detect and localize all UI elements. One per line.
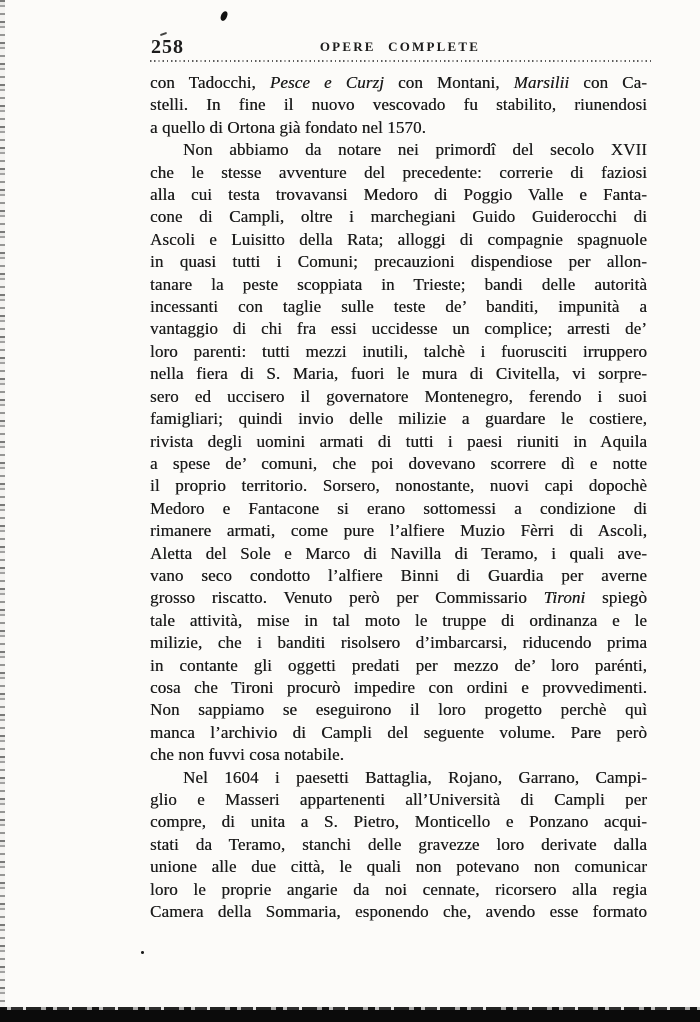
text-line (150, 587, 647, 609)
text-segment: in contante gli oggetti predati per mezzo de’ loro parénti, (150, 655, 647, 675)
text-line (150, 206, 647, 228)
text-line (150, 543, 647, 565)
text-segment: che le stesse avventure del precedente: correrie di faziosi (150, 162, 647, 182)
text-line (150, 139, 647, 161)
italic-text: Pesce e Curzj (269, 73, 384, 92)
text-line (150, 408, 647, 430)
text-segment: compre, di unita a S. Pietro, Monticello e Ponzano acqui- (150, 812, 647, 832)
italic-text: Tironi (543, 588, 586, 608)
text-segment: nella fiera di S. Maria, fuori le mura di Civitella, vi sorpre- (150, 364, 647, 384)
text-segment: unione alle due città, le quali non potevano non comunicar (150, 857, 647, 877)
text-segment: il proprio territorio. Sorsero, nonostante, nuovi capi dopochè (150, 476, 647, 496)
paragraph (150, 72, 647, 139)
text-line (150, 565, 647, 587)
scan-edge-bottom (0, 1010, 700, 1022)
text-segment: sero ed uccisero il governatore Montenegro, ferendo i suoi (150, 386, 647, 406)
text-line (150, 431, 647, 453)
text-segment: stati da Teramo, stanchi delle gravezze loro derivate dalla (150, 834, 647, 854)
text-line (150, 879, 647, 901)
text-segment: Medoro e Fantacone si erano sottomessi a condizione di (150, 498, 647, 518)
text-segment: con Tadocchi, (150, 73, 270, 92)
text-segment: che non fuvvi cosa notabile. (150, 745, 344, 765)
text-segment: rimanere armati, come pure l’alfiere Muzio Fèrri di Ascoli, (150, 521, 647, 541)
text-line (150, 274, 647, 296)
text-line (150, 744, 647, 766)
text-line (150, 363, 647, 385)
text-segment: grosso riscatto. Venuto però per Commissario (150, 588, 544, 608)
text-segment: tanare la peste scoppiata in Trieste; bandi delle autorità (150, 274, 647, 294)
italic-text: Marsilii (513, 73, 570, 92)
text-line (150, 72, 647, 94)
text-segment: Non sappiamo se eseguirono il loro progetto perchè quì (150, 700, 647, 720)
text-line (150, 318, 647, 340)
text-segment: manca l’archivio di Campli del seguente volume. Pare però (150, 722, 647, 742)
header-dotted-rule (150, 60, 651, 62)
text-segment: Aletta del Sole e Marco di Navilla di Teramo, i quali ave- (150, 543, 647, 563)
text-segment: a quello di Ortona già fondato nel 1570. (150, 117, 426, 137)
text-line (150, 341, 647, 363)
paragraph (150, 139, 647, 766)
text-line (150, 699, 647, 721)
text-segment: con Ca- (569, 73, 647, 92)
text-segment: Nel 1604 i paesetti Battaglia, Rojano, Garrano, Campi- (183, 767, 647, 787)
text-segment: cone di Campli, oltre i marchegiani Guido Guiderocchi di (150, 207, 647, 227)
text-segment: vano seco condotto l’alfiere Binni di Guardia per averne (150, 565, 647, 585)
text-line (150, 722, 647, 744)
text-segment: Camera della Sommaria, esponendo che, avendo esse formato (150, 902, 647, 922)
text-segment: stelli. In fine il nuovo vescovado fu stabilito, riunendosi (150, 95, 647, 115)
text-line (150, 610, 647, 632)
text-line (150, 162, 647, 184)
text-segment: con Montani, (383, 73, 514, 92)
text-line (150, 117, 647, 139)
text-segment: cosa che Tironi procurò impedire con ordini e provvedimenti. (150, 677, 647, 697)
text-segment: Ascoli e Luisitto della Rata; alloggi di compagnie spagnuole (150, 229, 647, 249)
text-line (150, 498, 647, 520)
text-block (150, 72, 647, 923)
text-line (150, 632, 647, 654)
text-line (150, 386, 647, 408)
text-line (150, 901, 647, 923)
text-segment: a spese de’ comuni, che poi dovevano scorrere dì e notte (150, 453, 647, 473)
text-segment: alla cui testa trovavansi Medoro di Poggio Valle e Fanta- (150, 185, 647, 205)
text-segment: Non abbiamo da notare nei primordî del secolo XVII (183, 140, 647, 160)
text-line (150, 767, 647, 789)
paragraph (150, 767, 647, 924)
text-line (150, 229, 647, 251)
text-segment: loro le proprie angarie da noi cennate, ricorsero alla regia (150, 879, 647, 899)
text-segment: tale attività, mise in tal moto le truppe di ordinanza e le (150, 610, 647, 630)
text-line (150, 453, 647, 475)
text-line (150, 856, 647, 878)
text-segment: loro parenti: tutti mezzi inutili, talchè i fuorusciti irruppero (150, 341, 647, 361)
text-line (150, 834, 647, 856)
text-segment: in quasi tutti i Comuni; precauzioni dispendiose per allon- (150, 252, 647, 272)
text-line (150, 184, 647, 206)
text-line (150, 811, 647, 833)
text-segment: famigliari; quindi invio delle milizie a guardare le costiere, (150, 409, 647, 429)
text-line (150, 677, 647, 699)
text-segment: rivista degli uomini armati di tutti i paesi riuniti in Aquila (150, 431, 647, 451)
text-segment: vantaggio di chi fra essi uccidesse un complice; arresti de’ (150, 319, 647, 339)
text-segment: spiegò (585, 588, 647, 608)
text-line (150, 789, 647, 811)
text-line (150, 655, 647, 677)
text-line (150, 296, 647, 318)
ink-speck (141, 951, 144, 954)
text-line (150, 475, 647, 497)
page-number: 258 (151, 36, 184, 58)
text-line (150, 251, 647, 273)
text-line (150, 520, 647, 542)
running-header-title: OPERE COMPLETE (319, 39, 481, 54)
scan-edge-left (0, 0, 5, 1012)
text-line (150, 94, 647, 116)
text-segment: incessanti con taglie sulle teste de’ banditi, impunità a (150, 297, 647, 317)
text-segment: glio e Masseri appartenenti all’Università di Campli per (150, 790, 647, 809)
text-segment: milizie, che i banditi risolsero d’imbarcarsi, riducendo prima (150, 633, 647, 653)
ink-blot (220, 10, 229, 21)
